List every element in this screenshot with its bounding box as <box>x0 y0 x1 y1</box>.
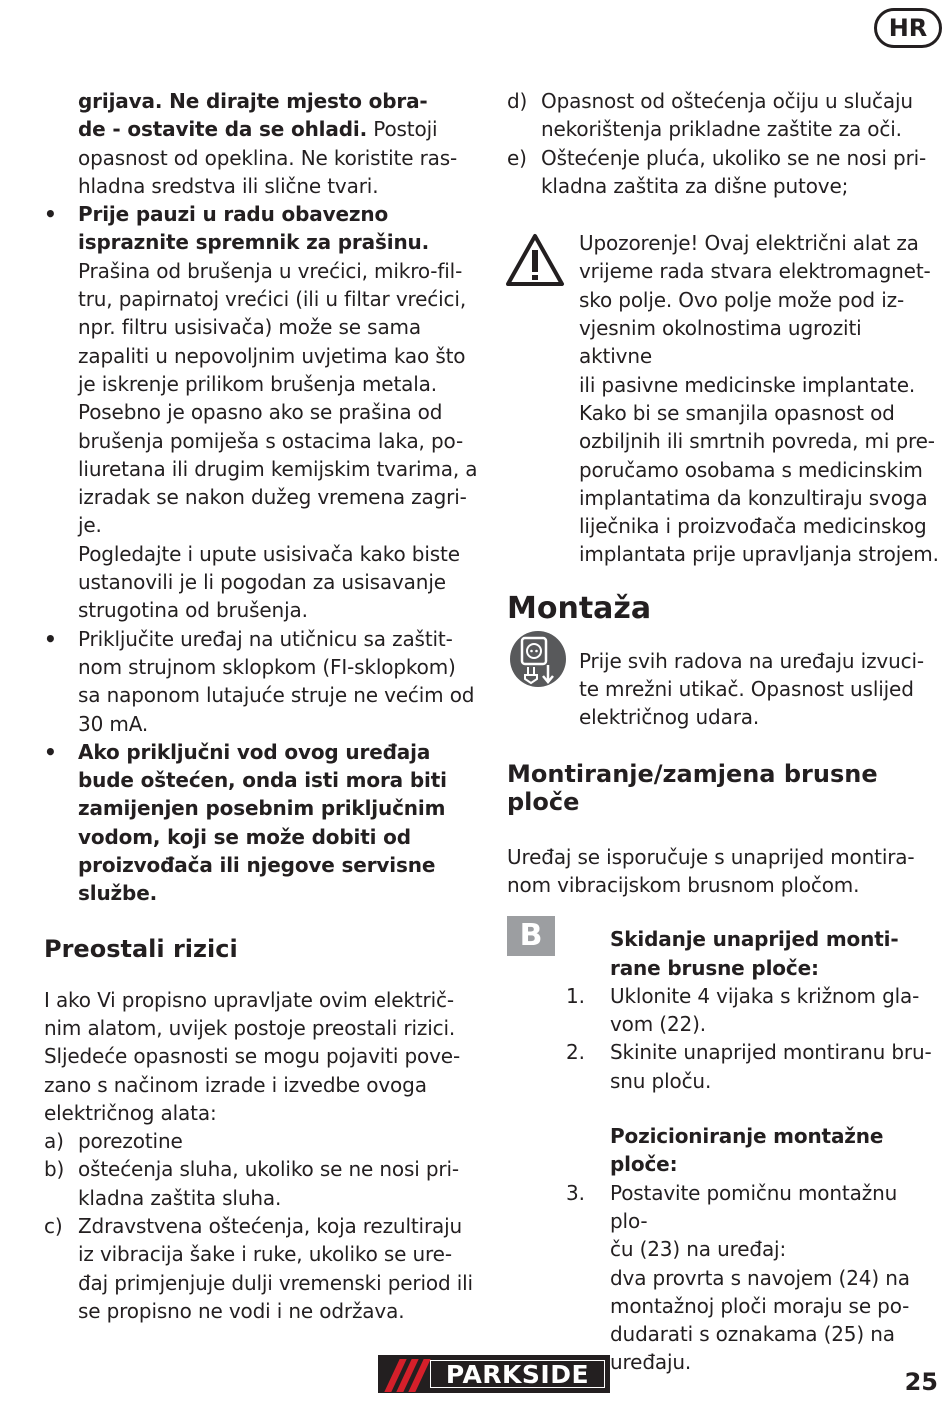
text-line: iz vibracija šake i ruke, ukoliko se ure- <box>78 1242 452 1267</box>
unplug-paragraph <box>507 647 939 732</box>
text-line: Skidanje unaprijed monti- <box>610 927 899 952</box>
text-line: nom vibracijskom brusnom pločom. <box>507 872 860 897</box>
text-line: službe. <box>78 881 158 906</box>
text-line: brušenja pomiješa s ostacima laka, po- <box>78 428 464 453</box>
text-line: nom strujnom sklopkom (FI-sklopkom) <box>78 654 456 679</box>
text-line: Oštećenje pluća, ukoliko se ne nosi pri- <box>541 145 927 170</box>
text-line: Prije pauzi u radu obavezno <box>78 202 389 227</box>
text-line: Zdravstvena oštećenja, koja rezultiraju <box>78 1213 463 1238</box>
list-item-c <box>44 1212 484 1325</box>
list-item-d <box>507 87 939 144</box>
step-number: 2. <box>566 1040 585 1065</box>
text-line: Prije svih radova na uređaju izvuci- <box>579 648 924 673</box>
text-line: je iskrenje prilikom brušenja metala. <box>78 371 437 396</box>
text-line: ploče: <box>610 1152 678 1177</box>
text-line: tru, papirnatoj vrećici (ili u filtar vrećici, <box>78 287 467 312</box>
text-line: vrijeme rada stvara elektromagnet- <box>579 259 931 284</box>
list-marker: e) <box>507 145 527 170</box>
text-line: Pozicioniranje montažne <box>610 1124 884 1149</box>
text-line: Upozorenje! Ovaj električni alat za <box>579 231 919 256</box>
text-line: strugotina od brušenja. <box>78 598 308 623</box>
text-line: Priključite uređaj na utičnicu sa zaštit- <box>78 626 453 651</box>
language-badge: HR <box>874 8 942 48</box>
heading-assembly: Montaža <box>507 590 652 626</box>
text-line: električnog alata: <box>44 1100 217 1125</box>
text-line: Skinite unaprijed montiranu bru- <box>610 1040 932 1065</box>
text-line: rane brusne ploče: <box>610 955 819 980</box>
text-line: Sljedeće opasnosti se mogu pojaviti pove- <box>44 1044 461 1069</box>
step-number: 1. <box>566 983 585 1008</box>
text-line: nekorištenja prikladne zaštite za oči. <box>541 117 902 142</box>
step-number: 3. <box>566 1180 585 1205</box>
text-line: I ako Vi propisno upravljate ovim električ- <box>44 987 454 1012</box>
text-line: hladna sredstva ili slične tvari. <box>78 173 379 198</box>
text-line: snu ploču. <box>610 1068 712 1093</box>
text-line: ispraznite spremnik za prašinu. <box>78 230 430 255</box>
list-item-b <box>44 1155 484 1212</box>
warning-emf-paragraph <box>507 229 939 569</box>
text-line: dudarati s oznakama (25) na <box>610 1322 895 1347</box>
text-line: liječnika i proizvođača medicinskog <box>579 514 927 539</box>
heading-sanding-plate <box>507 760 939 817</box>
text-line: zapaliti u nepovoljnim uvjetima kao što <box>78 343 466 368</box>
text-line: oštećenja sluha, ukoliko se ne nosi pri- <box>78 1157 459 1182</box>
text-line: Prašina od brušenja u vrećici, mikro-fil- <box>78 258 463 283</box>
text-line: porezotine <box>78 1129 183 1154</box>
text-line: liuretana ili drugim kemijskim tvarima, a <box>78 456 478 481</box>
text-line: ozbiljnih ili smrtnih povreda, mi pre- <box>579 429 935 454</box>
list-marker: a) <box>44 1129 64 1154</box>
step-1 <box>507 982 939 1039</box>
paragraph-preinstalled-plate <box>507 843 939 900</box>
text-line: ču (23) na uređaj: <box>610 1237 787 1262</box>
step-3 <box>507 1179 939 1377</box>
warning-triangle-icon <box>505 232 565 288</box>
text-line: Postavite pomičnu montažnu plo- <box>610 1180 898 1233</box>
text-line: de - ostavite da se ohladi. Postoji <box>78 117 438 142</box>
heading-residual-risks: Preostali rizici <box>44 934 238 963</box>
text-line: zano s načinom izrade i izvedbe ovoga <box>44 1072 427 1097</box>
text-line: opasnost od opeklina. Ne koristite ras- <box>78 145 458 170</box>
list-marker: d) <box>507 89 528 113</box>
text-line: kladna zaštita sluha. <box>78 1185 282 1210</box>
list-marker: b) <box>44 1157 65 1182</box>
text-line: ustanovili je li pogodan za usisavanje <box>78 570 446 595</box>
text-line: električnog udara. <box>579 705 760 730</box>
paragraph-hot-workpiece <box>44 87 484 200</box>
text-line: Uklonite 4 vijaka s križnom gla- <box>610 983 920 1008</box>
subheading-position-plate <box>507 1122 939 1179</box>
bullet-icon: • <box>44 626 57 651</box>
text-line: uređaju. <box>610 1350 692 1375</box>
step-2 <box>507 1038 939 1095</box>
list-item-e <box>507 144 939 201</box>
right-column <box>507 87 939 1377</box>
text-line: te mrežni utikač. Opasnost uslijed <box>579 677 914 702</box>
text-line: 30 mA. <box>78 711 149 736</box>
paragraph-residual-risks <box>44 986 484 1127</box>
text-line: proizvođača ili njegove servisne <box>78 853 436 878</box>
bullet-icon: • <box>44 202 57 227</box>
logo-text: PARKSIDE <box>430 1360 605 1388</box>
text-line: ili pasivne medicinske implantate. <box>579 372 916 397</box>
list-item-a <box>44 1127 484 1155</box>
list-marker: c) <box>44 1213 63 1238</box>
text-line: zamijenjen posebnim priključnim <box>78 796 446 821</box>
text-line: je. <box>78 513 102 538</box>
text-line: Opasnost od oštećenja očiju u slučaju <box>541 89 913 113</box>
text-line: vjesnim okolnostima ugroziti aktivne <box>579 316 862 369</box>
bullet-empty-dust <box>44 200 484 624</box>
bullet-fi-switch <box>44 625 484 738</box>
text-line: dva provrta s navojem (24) na <box>610 1265 910 1290</box>
text-line: sko polje. Ovo polje može pod iz- <box>579 287 905 312</box>
text-line: sa naponom lutajuće struje ne većim od <box>78 683 475 708</box>
text-line: Posebno je opasno ako se prašina od <box>78 400 443 425</box>
text-line: đaj primjenjuje dulji vremenski period ili <box>78 1270 473 1295</box>
text-line: implantatima da konzultiraju svoga <box>579 485 928 510</box>
parkside-logo <box>378 1355 610 1393</box>
text-line: vom (22). <box>610 1012 706 1037</box>
text-line: vodom, koji se može dobiti od <box>78 824 411 849</box>
unplug-icon <box>508 627 568 691</box>
text-line: poručamo osobama s medicinskim <box>579 457 923 482</box>
text-line: implantata prije upravljanja strojem. <box>579 542 939 567</box>
text-line: nim alatom, uvijek postoje preostali rizici. <box>44 1015 456 1040</box>
text-line: Uređaj se isporučuje s unaprijed montira- <box>507 844 915 869</box>
figure-b-label: B <box>507 916 555 956</box>
text-line: se propisno ne vodi i ne održava. <box>78 1298 405 1323</box>
left-column <box>44 87 484 1325</box>
text-line: bude oštećen, onda isti mora biti <box>78 768 447 793</box>
text-line: grijava. Ne dirajte mjesto obra- <box>78 89 428 113</box>
subheading-remove-plate <box>507 925 939 982</box>
text-line: npr. filtru usisivača) može se sama <box>78 315 421 340</box>
text-line: montažnoj ploči moraju se po- <box>610 1293 910 1318</box>
text-line: Pogledajte i upute usisivača kako biste <box>78 541 460 566</box>
text-line: izradak se nakon dužeg vremena zagri- <box>78 485 467 510</box>
heading-line: Montiranje/zamjena brusne <box>507 759 878 788</box>
text-line: Ako priključni vod ovog uređaja <box>78 739 431 764</box>
heading-line: ploče <box>507 788 580 817</box>
text-line: Kako bi se smanjila opasnost od <box>579 400 895 425</box>
text-line: kladna zaštita za dišne putove; <box>541 173 849 198</box>
page-number: 25 <box>904 1368 938 1396</box>
bullet-damaged-cable <box>44 738 484 908</box>
bullet-icon: • <box>44 739 57 764</box>
